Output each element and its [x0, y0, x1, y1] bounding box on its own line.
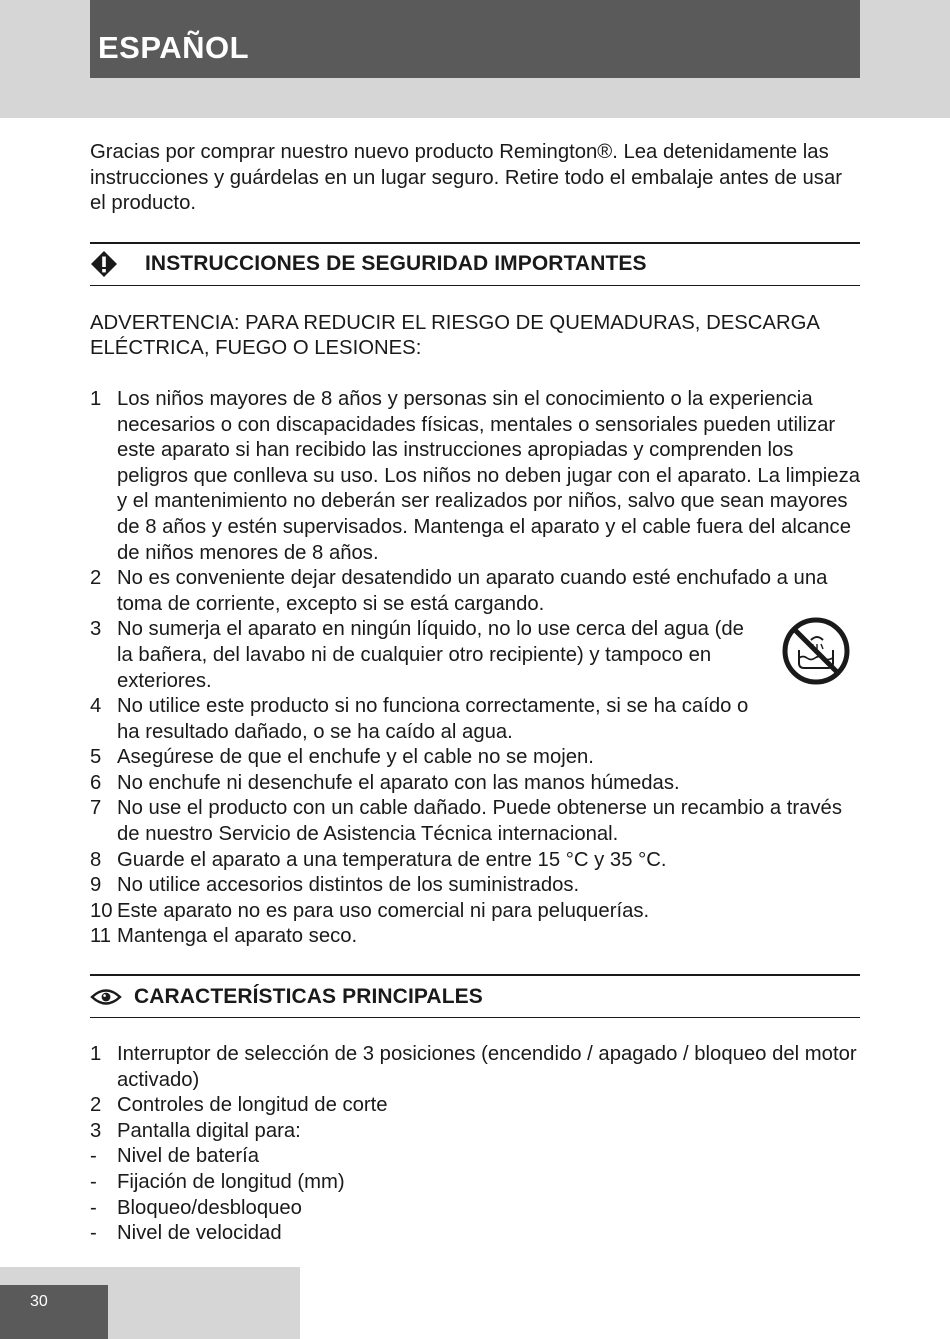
intro-paragraph: Gracias por comprar nuestro nuevo producto Remington®. Lea detenidamente las instrucciones y guárdelas en un lugar seguro. Retire todo el embalaje antes de usar el producto. [90, 141, 842, 215]
list-item: 1 Interruptor de selección de 3 posiciones (encendido / apagado / bloqueo del motor activado) [90, 1043, 857, 1091]
list-item: 5 Asegúrese de que el enchufe y el cable no se mojen. [90, 746, 594, 769]
list-item: 2 No es conveniente dejar desatendido un aparato cuando esté enchufado a una toma de corriente, excepto si se está cargando. [90, 567, 828, 615]
list-item: 6 No enchufe ni desenchufe el aparato con las manos húmedas. [90, 771, 680, 794]
list-item: 3 Pantalla digital para: [90, 1119, 301, 1142]
list-item: - Nivel de batería [90, 1145, 260, 1168]
list-item: 8 Guarde el aparato a una temperatura de entre 15 °C y 35 °C. [90, 848, 667, 871]
no-bath-water-icon [781, 616, 851, 686]
list-item: 10 Este aparato no es para uso comercial ni para peluquerías. [90, 899, 650, 922]
list-item: - Fijación de longitud (mm) [90, 1171, 345, 1193]
warning-text: ADVERTENCIA: PARA REDUCIR EL RIESGO DE QUEMADURAS, DESCARGA ELÉCTRICA, FUEGO O LESIONES: [90, 311, 819, 360]
list-item: - Bloqueo/desbloqueo [90, 1196, 302, 1219]
list-item: 4 No utilice este producto si no funciona correctamente, si se ha caído o ha resultado dañado, o se ha caído al agua. [90, 695, 749, 743]
list-item: 11 Mantenga el aparato seco. [90, 925, 358, 948]
page-content [90, 140, 860, 1247]
warning-diamond-icon [90, 250, 118, 278]
features-section-heading [90, 974, 860, 1018]
features-section-title: CARACTERÍSTICAS PRINCIPALES [134, 984, 483, 1008]
list-item: 7 No use el producto con un cable dañado. Puede obtenerse un recambio a través de nuestro Servicio de Asistencia Técnica internacional. [90, 797, 842, 846]
list-item: - Nivel de velocidad [90, 1222, 282, 1245]
features-list [90, 1042, 860, 1247]
safety-list [90, 387, 860, 950]
list-item: 9 No utilice accesorios distintos de los suministrados. [90, 874, 580, 897]
page-number-box [0, 1285, 108, 1339]
language-header [90, 0, 860, 78]
list-item: 3 No sumerja el aparato en ningún líquido, no lo use cerca del agua (de la bañera, del lavabo ni de cualquier otro recipiente) y tampoco en exteriores. [90, 618, 744, 692]
safety-section-heading [90, 242, 860, 286]
page-number: 30 [30, 1293, 48, 1310]
language-title: ESPAÑOL [98, 30, 250, 65]
list-item: 2 Controles de longitud de corte [90, 1094, 388, 1117]
safety-section-title: INSTRUCCIONES DE SEGURIDAD IMPORTANTES [145, 252, 647, 276]
eye-icon [90, 987, 122, 1007]
list-item: 1 Los niños mayores de 8 años y personas sin el conocimiento o la experiencia necesarios o con discapacidades físicas, mentales o sensoriales pueden utilizar este aparato si han recibido las instrucciones apropiadas y comprenden los peligros que conlleva su uso. Los niños no deben jugar con el aparato. La limpieza y el mantenimiento no deberán ser realizados por niños, salvo que sean mayores de 8 años y estén supervisados. Mantenga el aparato y el cable fuera del alcance de niños menores de 8 años. [90, 387, 861, 564]
